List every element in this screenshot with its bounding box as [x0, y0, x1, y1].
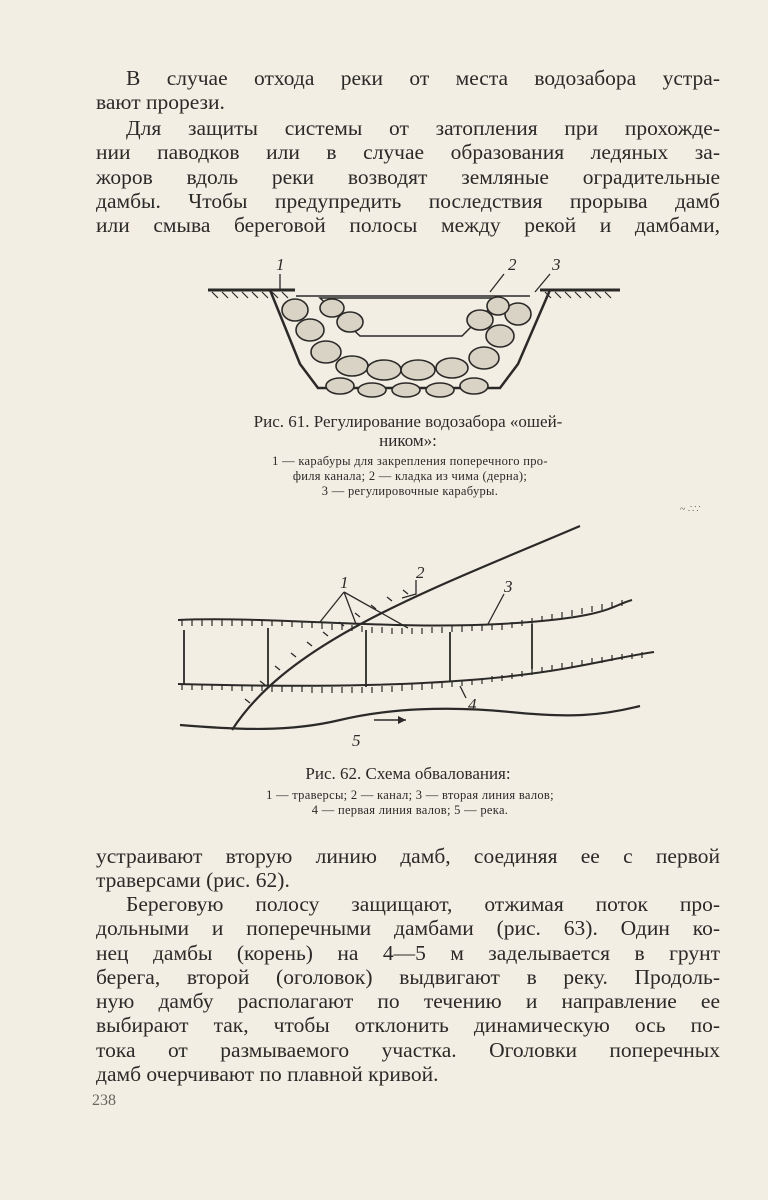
- margin-mark: ~ ∴∵: [680, 504, 701, 515]
- text-line: тока от размываемого участка. Оголовки поперечных: [96, 1037, 720, 1062]
- text-line: В случае отхода реки от места водозабора устра-: [126, 66, 720, 90]
- first-embankment-hatch: [182, 652, 642, 693]
- caption-line: Рис. 61. Регулирование водозабора «ошей-: [253, 412, 563, 431]
- text-line: выбирают так, чтобы отклонить динамическую ось по-: [96, 1013, 720, 1038]
- river-line: [180, 706, 640, 729]
- caption-line: Рис. 62. Схема обвалования:: [305, 764, 511, 783]
- paragraph-3: [96, 844, 720, 893]
- fig62-label-5: 5: [352, 731, 361, 750]
- page-number: 238: [92, 1092, 116, 1109]
- text-line: Для защиты системы от затопления при прохожде-: [126, 116, 720, 140]
- traverses: [184, 624, 532, 687]
- flow-arrow-head: [398, 716, 406, 724]
- second-embankment-hatch: [182, 600, 622, 634]
- text-line: вают прорези.: [96, 90, 225, 115]
- fig62-label-2: 2: [416, 563, 425, 582]
- fig62-label-3: 3: [504, 577, 513, 596]
- text-line: устраивают вторую линию дамб, соединяя ее с первой: [96, 844, 720, 868]
- text-line: дамб очерчивают по плавной кривой.: [96, 1062, 439, 1087]
- canal-line: [232, 526, 580, 730]
- text-line: берега, второй (оголовок) выдвигают в реку. Продоль-: [96, 964, 720, 989]
- fig61-label-3: 3: [552, 255, 561, 274]
- text-line: дамбы. Чтобы предупредить последствия прорыва дамб: [96, 188, 720, 213]
- fig61-label-2: 2: [508, 255, 517, 274]
- fig61-label-1: 1: [276, 255, 285, 274]
- legend-line: филя канала; 2 — кладка из чима (дерна);: [292, 469, 528, 483]
- fig62-label-4: 4: [468, 695, 477, 714]
- legend-line: 1 — траверсы; 2 — канал; 3 — вторая линия валов;: [266, 788, 554, 802]
- text-line: траверсами (рис. 62).: [96, 868, 290, 893]
- legend-line: 3 — регулировочные карабуры.: [321, 484, 499, 498]
- leader-2: [490, 274, 504, 292]
- figure-62-caption: [192, 764, 624, 783]
- text-line: дольными и поперечными дамбами (рис. 63). Один ко-: [96, 916, 720, 941]
- text-line: нии паводков или в случае образования ледяных за-: [96, 140, 720, 165]
- text-line: ную дамбу располагают по течению и направление ее: [96, 989, 720, 1014]
- legend-line: 1 — карабуры для закрепления поперечного про-: [272, 454, 548, 468]
- text-line: Береговую полосу защищают, отжимая поток про-: [126, 892, 720, 916]
- paragraph-4: [96, 892, 720, 1086]
- second-embankment-line: [178, 600, 632, 626]
- figure-61-legend: [200, 454, 620, 499]
- paragraph-2: [96, 116, 720, 237]
- figure-62-legend: [170, 788, 650, 818]
- caption-line: ником»:: [379, 431, 437, 450]
- first-embankment-line: [178, 652, 654, 686]
- text-line: жоров вдоль реки возводят земляные оградительные: [96, 164, 720, 189]
- figure-62-diagram: [170, 520, 660, 750]
- figure-61-diagram: [200, 252, 630, 404]
- legend-line: 4 — первая линия валов; 5 — река.: [311, 803, 509, 817]
- text-line: нец дамбы (корень) на 4—5 м заделывается в грунт: [96, 940, 720, 965]
- figure-61-caption: [192, 412, 624, 450]
- paragraph-1: [96, 66, 720, 115]
- text-line: или смыва береговой полосы между рекой и дамбами,: [96, 213, 720, 238]
- fig62-label-1: 1: [340, 573, 349, 592]
